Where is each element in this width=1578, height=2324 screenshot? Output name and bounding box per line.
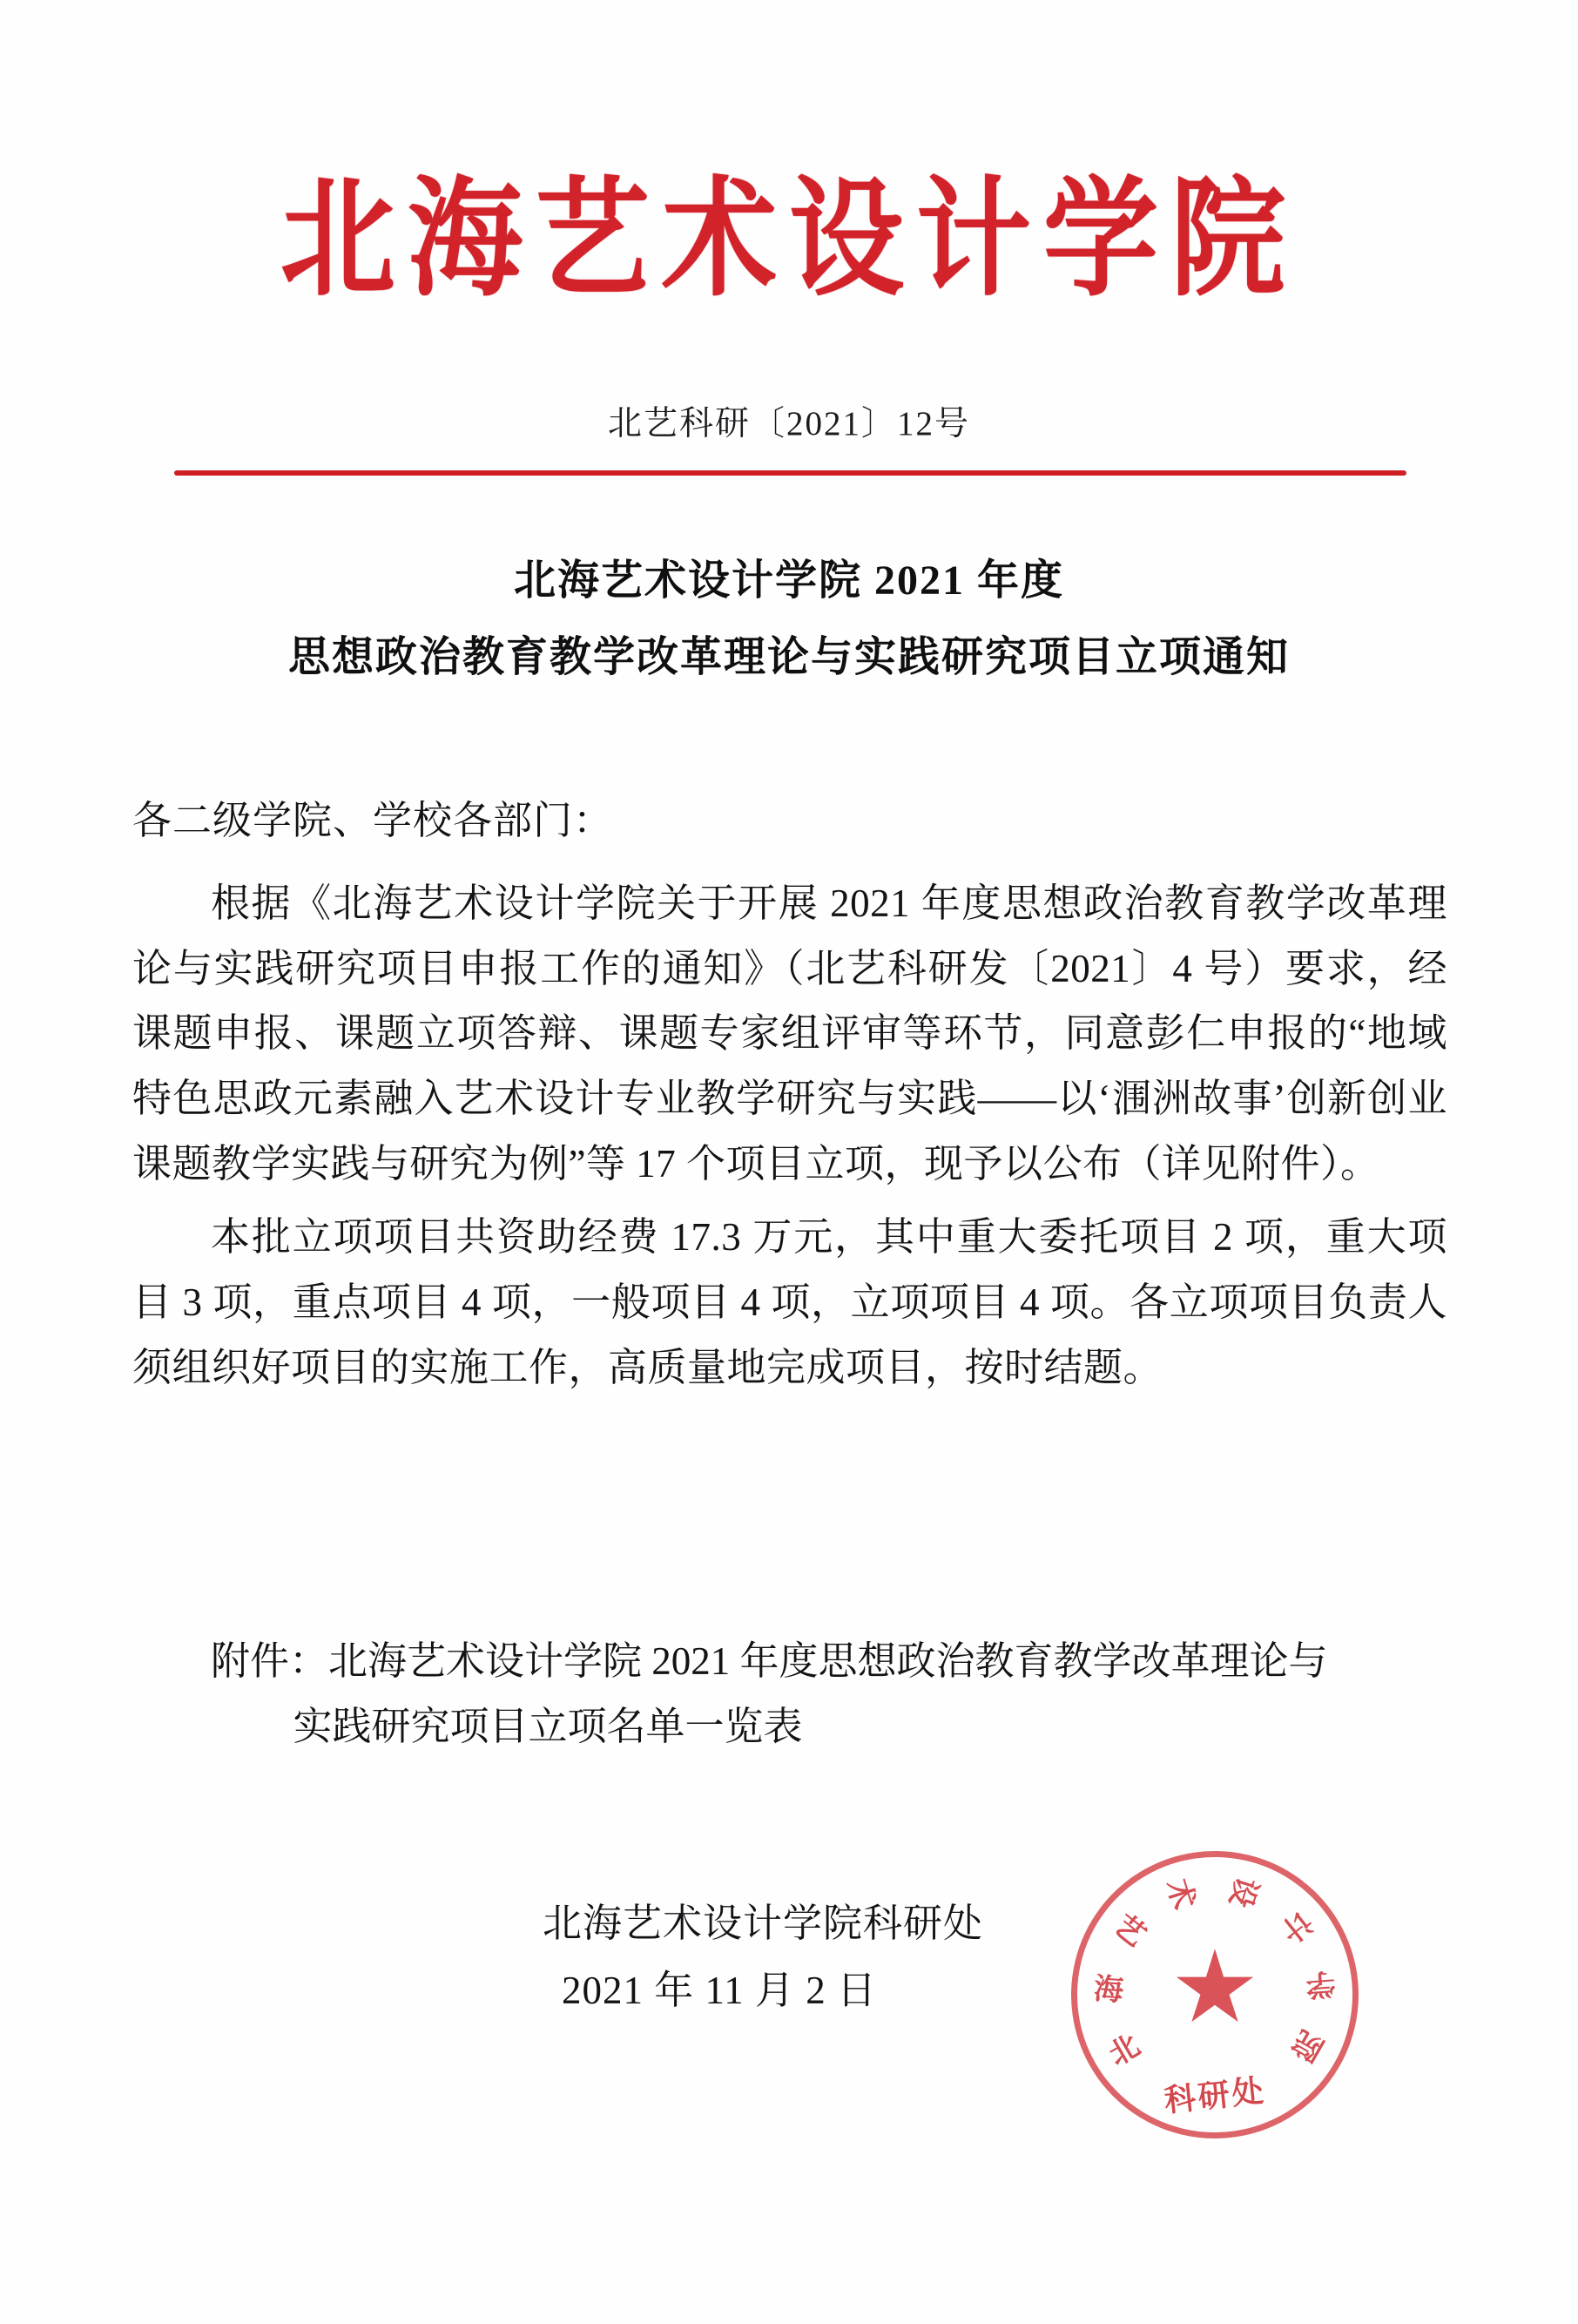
- seal-arc-text: 北 海 艺 术 设 计 学 院: [1092, 1873, 1337, 2072]
- institution-name: 北海艺术设计学院: [280, 168, 1298, 312]
- attachment-line-2: 实践研究项目立项名单一览表: [293, 1704, 803, 1748]
- page-title: [131, 549, 1447, 691]
- signature-block: [0, 1890, 1578, 2023]
- signature-date: 2021 年 11 月 2 日: [561, 1968, 878, 2012]
- attachment-line-1: 附件：北海艺术设计学院 2021 年度思想政治教育教学改革理论与: [211, 1639, 1328, 1683]
- red-divider-rule: [174, 470, 1406, 476]
- letterhead: [0, 168, 1578, 312]
- body-paragraph-2: 本批立项项目共资助经费 17.3 万元，其中重大委托项目 2 项，重大项目 3 项，重点项目 4 项，一般项目 4 项，立项项目 4 项。各立项项目负责人须组织好项目的实施工作，高质量地完成项目，按时结题。: [132, 1215, 1447, 1389]
- document-number: 北艺科研〔2021〕12号: [607, 405, 970, 443]
- seal-bottom-text: 科研处: [1162, 2072, 1268, 2118]
- page-title-line2: 思想政治教育教学改革理论与实践研究项目立项通知: [287, 634, 1290, 681]
- signature-organization: 北海艺术设计学院科研处: [542, 1902, 983, 1945]
- body-text: [132, 871, 1447, 1409]
- body-paragraph-1: 根据《北海艺术设计学院关于开展 2021 年度思想政治教育教学改革理论与实践研究项目申报工作的通知》（北艺科研发〔2021〕4 号）要求，经课题申报、课题立项答辩、课题专家组评审等环节，同意彭仁申报的“地域特色思政元素融入艺术设计专业教学研究与实践——以‘涠洲故事’创新创业课题教学实践与研究为例”等 17 个项目立项，现予以公布（详见附件）。: [132, 882, 1447, 1186]
- page-title-line1: 北海艺术设计学院 2021 年度: [513, 557, 1064, 604]
- salutation: 各二级学院、学校各部门：: [132, 799, 614, 842]
- attachment-section: [132, 1629, 1447, 1759]
